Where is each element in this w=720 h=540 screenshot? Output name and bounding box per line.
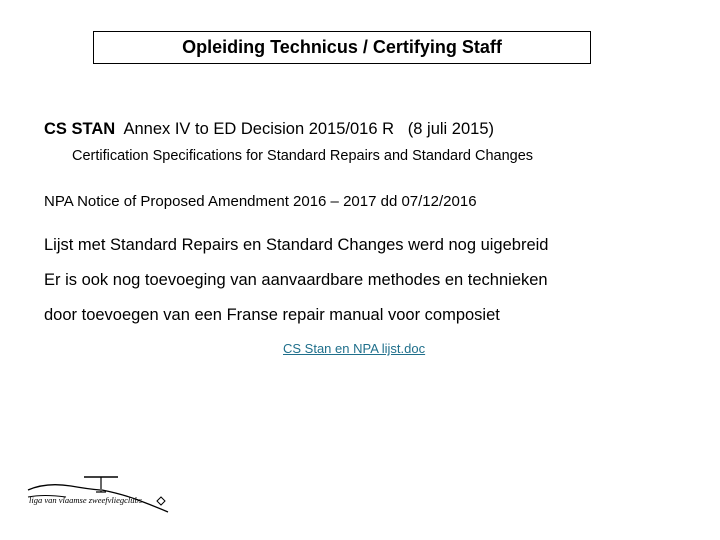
- document-link[interactable]: CS Stan en NPA lijst.doc: [283, 341, 426, 356]
- slide-title: Opleiding Technicus / Certifying Staff: [182, 37, 502, 57]
- cs-stan-text: Annex IV to ED Decision 2015/016 R (8 juli 2015): [115, 120, 495, 138]
- body-line-2: Er is ook nog toevoeging van aanvaardbare methodes en technieken: [44, 271, 548, 289]
- cs-stan-label: CS STAN: [44, 120, 116, 138]
- slide-title-box: [93, 31, 591, 64]
- body-line-1: Lijst met Standard Repairs en Standard Changes werd nog uigebreid: [44, 236, 549, 254]
- npa-line: NPA Notice of Proposed Amendment 2016 – 2017 dd 07/12/2016: [44, 193, 477, 210]
- logo-text: liga van vlaamse zweefvliegclubs: [29, 495, 143, 505]
- cs-stan-line: [44, 120, 494, 139]
- cs-description: Certification Specifications for Standard Repairs and Standard Changes: [72, 148, 534, 164]
- glider-club-logo-icon: [26, 470, 171, 530]
- body-line-3: door toevoegen van een Franse repair manual voor composiet: [44, 306, 500, 324]
